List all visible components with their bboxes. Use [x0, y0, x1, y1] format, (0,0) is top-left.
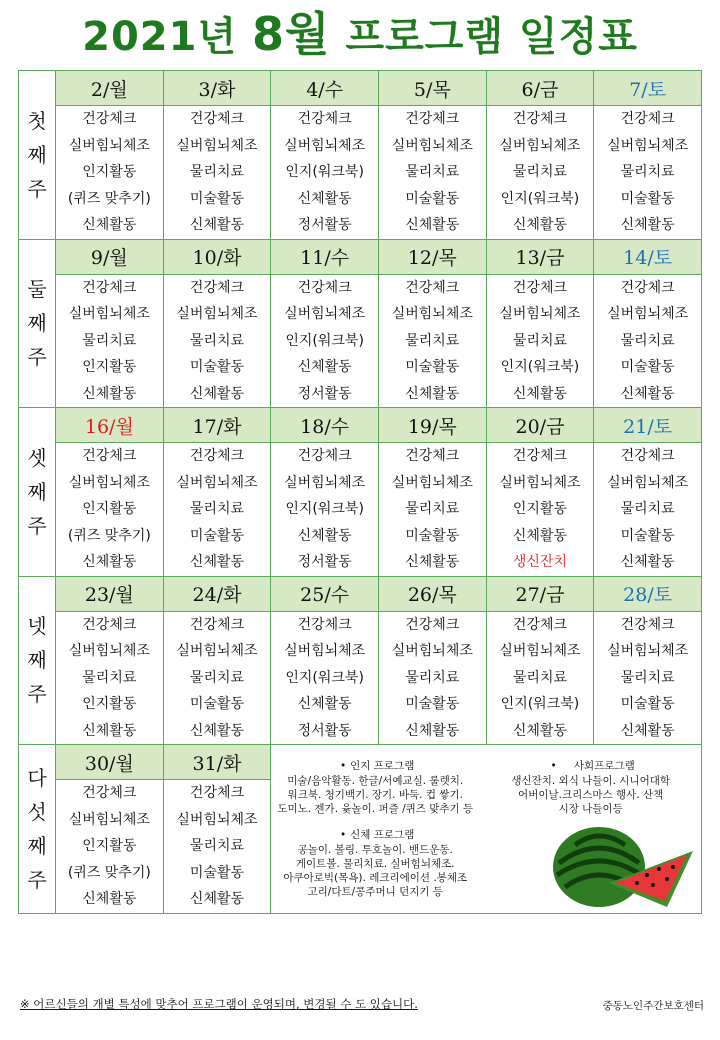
day-date: 10/화	[163, 239, 271, 274]
activity-item: 신체활동	[82, 722, 137, 739]
day-activities	[163, 443, 271, 577]
activity-item: 인지활동	[82, 359, 137, 375]
day-activities	[486, 274, 594, 408]
day-date: 14/토	[594, 239, 702, 274]
day-activities	[378, 443, 486, 577]
cognitive-heading: 인지 프로그램	[350, 760, 415, 772]
activity-item: 실버힘뇌체조	[284, 474, 366, 491]
week-activity-row	[19, 106, 702, 240]
physical-line: 공놀이. 볼링. 투호놀이. 밴드운동.	[297, 844, 453, 856]
activity-item: 건강체크	[512, 448, 567, 464]
week-label-char: 셋	[27, 445, 47, 470]
bullet: •	[550, 760, 557, 772]
center-name: 중동노인주간보호센터	[602, 1000, 704, 1012]
day-activities	[56, 443, 164, 577]
activity-item: 건강체크	[189, 111, 245, 127]
activity-item: 물리치료	[189, 838, 245, 854]
day-activities	[56, 780, 164, 914]
activity-item: 물리치료	[189, 501, 245, 517]
activity-item: 미술활동	[189, 864, 245, 881]
social-line: 어버이날.크리스마스 행사. 산책	[518, 789, 664, 801]
day-activities	[271, 274, 379, 408]
activity-item: 신체활동	[620, 217, 675, 233]
activity-item: 인지활동	[82, 501, 137, 517]
activity-item: 실버힘뇌체조	[68, 811, 150, 828]
day-date: 24/화	[163, 576, 271, 611]
social-line: 생신잔치. 외식 나들이. 시니어대학	[511, 775, 671, 787]
week-header-row	[19, 745, 702, 780]
activity-item: 실버힘뇌체조	[68, 474, 150, 491]
activity-item: 건강체크	[512, 111, 567, 127]
activity-item: 건강체크	[620, 279, 675, 296]
activity-item: 건강체크	[189, 616, 245, 633]
activity-item: 인지(워크북)	[285, 332, 364, 349]
activity-item: 물리치료	[405, 669, 460, 686]
week-label-char: 째	[27, 648, 47, 673]
activity-item: 실버힘뇌체조	[176, 474, 258, 491]
week-label-char: 째	[27, 833, 47, 858]
activity-item: 물리치료	[405, 501, 460, 517]
activity-item: (퀴즈 맞추기)	[67, 190, 151, 207]
activity-item: 건강체크	[512, 616, 567, 633]
activity-item: 건강체크	[82, 616, 137, 633]
activity-item: 신체활동	[82, 217, 137, 233]
day-activities	[163, 611, 271, 745]
day-activities	[486, 106, 594, 240]
activity-item: 인지(워크북)	[500, 696, 580, 712]
activity-item: 신체활동	[297, 359, 352, 375]
activity-item: 신체활동	[189, 722, 245, 739]
activity-item: 신체활동	[189, 554, 245, 570]
activity-item: 생신잔치	[512, 554, 567, 570]
activity-item: 실버힘뇌체조	[176, 643, 258, 659]
week-header-row	[19, 239, 702, 274]
activity-item: 실버힘뇌체조	[68, 137, 150, 154]
week-label-char: 넷	[27, 614, 47, 639]
day-activities	[378, 611, 486, 745]
activity-item: 신체활동	[297, 190, 352, 207]
day-activities	[271, 443, 379, 577]
day-activities	[378, 274, 486, 408]
activity-item: 물리치료	[620, 501, 675, 517]
day-date: 25/수	[271, 576, 379, 611]
activity-item: 인지활동	[82, 696, 137, 712]
activity-item: 건강체크	[82, 111, 137, 127]
activity-item: 건강체크	[512, 279, 567, 296]
activity-item: 실버힘뇌체조	[607, 474, 689, 491]
activity-item: 건강체크	[620, 111, 675, 127]
day-date: 20/금	[486, 408, 594, 443]
social-heading-line	[511, 759, 670, 774]
activity-item: 신체활동	[512, 217, 567, 233]
activity-item: 물리치료	[512, 164, 567, 180]
activity-item: 인지(워크북)	[285, 164, 364, 180]
physical-line: 고리/다트/콩주머니 던지기 등	[307, 886, 443, 898]
activity-item: 신체활동	[82, 891, 137, 907]
day-activities	[594, 106, 702, 240]
activity-item: 미술활동	[189, 359, 245, 375]
activity-item: 실버힘뇌체조	[68, 306, 150, 322]
activity-item: 건강체크	[297, 279, 352, 296]
week-label	[19, 239, 56, 408]
activity-item: 정서활동	[297, 217, 352, 233]
activity-item: 인지(워크북)	[285, 669, 364, 686]
activity-item: 미술활동	[620, 190, 675, 207]
activity-item: 신체활동	[189, 385, 245, 402]
activity-item: 인지활동	[512, 501, 567, 517]
page-title	[0, 8, 720, 63]
activity-item: 신체활동	[189, 217, 245, 233]
activity-item: 미술활동	[405, 359, 460, 375]
footnote: ※ 어르신들의 개별 특성에 맞추어 프로그램이 운영되며, 변경될 수 도 있습니다.	[20, 997, 418, 1011]
day-activities	[594, 274, 702, 408]
day-activities	[271, 611, 379, 745]
day-date: 30/월	[56, 745, 164, 780]
activity-item: 실버힘뇌체조	[391, 474, 473, 491]
bullet: •	[340, 760, 347, 772]
activity-item: 물리치료	[82, 669, 137, 686]
day-date: 28/토	[594, 576, 702, 611]
activity-item: 물리치료	[189, 669, 245, 686]
activity-item: 미술활동	[620, 527, 675, 544]
activity-item: 신체활동	[82, 554, 137, 570]
day-activities	[163, 780, 271, 914]
week-label-char: 주	[27, 176, 47, 201]
activity-item: 정서활동	[297, 722, 352, 739]
activity-item: 미술활동	[405, 190, 460, 207]
schedule-table	[18, 70, 702, 914]
week-label-char: 섯	[27, 799, 47, 824]
activity-item: 물리치료	[512, 332, 567, 349]
activity-item: 미술활동	[620, 359, 675, 375]
week-label-char: 주	[27, 867, 47, 892]
activity-item: 인지활동	[82, 164, 137, 180]
cognitive-heading-line	[277, 759, 473, 774]
activity-item: 건강체크	[82, 448, 137, 464]
activity-item: 정서활동	[297, 554, 352, 570]
activity-item: 미술활동	[405, 696, 460, 712]
activity-item: 실버힘뇌체조	[607, 306, 689, 322]
day-date: 12/목	[378, 239, 486, 274]
activity-item: 신체활동	[405, 385, 460, 402]
activity-item: (퀴즈 맞추기)	[67, 864, 151, 881]
activity-item: 실버힘뇌체조	[176, 306, 258, 322]
day-date: 5/목	[378, 71, 486, 106]
day-date: 7/토	[594, 71, 702, 106]
week-label	[19, 71, 56, 240]
program-notes	[271, 745, 702, 914]
day-date: 2/월	[56, 71, 164, 106]
activity-item: 실버힘뇌체조	[391, 137, 473, 154]
week-label-char: 둘	[27, 277, 47, 302]
week-label-char: 째	[27, 479, 47, 504]
bullet: •	[340, 829, 347, 841]
day-activities	[486, 611, 594, 745]
activity-item: 건강체크	[189, 785, 245, 801]
cognitive-notes	[277, 759, 473, 899]
activity-item: 물리치료	[620, 669, 675, 686]
day-date: 26/목	[378, 576, 486, 611]
activity-item: 신체활동	[512, 722, 567, 739]
social-heading: 사회프로그램	[573, 760, 635, 772]
day-date: 4/수	[271, 71, 379, 106]
activity-item: 신체활동	[620, 554, 675, 570]
week-label-char: 주	[27, 345, 47, 370]
activity-item: 미술활동	[620, 696, 675, 712]
activity-item: 신체활동	[189, 891, 245, 907]
day-date: 13/금	[486, 239, 594, 274]
day-date: 6/금	[486, 71, 594, 106]
activity-item: 건강체크	[405, 279, 460, 296]
activity-item: 건강체크	[189, 279, 245, 296]
activity-item: 실버힘뇌체조	[391, 643, 473, 659]
activity-item: 건강체크	[82, 785, 137, 801]
activity-item: 인지(워크북)	[500, 359, 580, 375]
activity-item: 실버힘뇌체조	[607, 643, 689, 659]
activity-item: 건강체크	[405, 448, 460, 464]
day-date: 31/화	[163, 745, 271, 780]
week-header-row	[19, 408, 702, 443]
day-date: 17/화	[163, 408, 271, 443]
activity-item: 물리치료	[189, 164, 245, 180]
day-date: 11/수	[271, 239, 379, 274]
activity-item: 신체활동	[82, 385, 137, 402]
week-label-char: 첫	[27, 108, 47, 133]
activity-item: 신체활동	[405, 554, 460, 570]
day-activities	[378, 106, 486, 240]
week-label-char: 째	[27, 311, 47, 336]
activity-item: 실버힘뇌체조	[68, 643, 150, 659]
week-label	[19, 745, 56, 914]
day-activities	[56, 106, 164, 240]
activity-item: 실버힘뇌체조	[499, 643, 581, 659]
day-activities	[594, 611, 702, 745]
social-line: 시장 나들이등	[558, 803, 623, 815]
activity-item: 실버힘뇌체조	[284, 306, 366, 322]
week-header-row	[19, 576, 702, 611]
title-month: 8월	[252, 7, 331, 61]
physical-line: 아쿠아로빅(목욕). 레크리에이션 .봉체조	[283, 872, 468, 884]
title-year: 2021년	[82, 14, 238, 60]
day-date: 27/금	[486, 576, 594, 611]
activity-item: 건강체크	[405, 111, 460, 127]
activity-item: 신체활동	[405, 217, 460, 233]
day-date: 3/화	[163, 71, 271, 106]
activity-item: 실버힘뇌체조	[499, 306, 581, 322]
activity-item: 신체활동	[405, 722, 460, 739]
activity-item: 물리치료	[405, 164, 460, 180]
day-activities	[486, 443, 594, 577]
activity-item: 신체활동	[620, 722, 675, 739]
physical-line: 게이트볼. 물리치료. 실버힘뇌체조.	[295, 858, 455, 870]
day-activities	[594, 443, 702, 577]
day-activities	[163, 106, 271, 240]
activity-item: 인지활동	[82, 838, 137, 854]
week-label	[19, 408, 56, 577]
day-date: 19/목	[378, 408, 486, 443]
day-date: 9/월	[56, 239, 164, 274]
physical-heading: 신체 프로그램	[350, 829, 415, 841]
activity-item: 실버힘뇌체조	[176, 137, 258, 154]
social-notes	[511, 759, 670, 816]
cognitive-line: 미술/음악활동. 한글/서예교실. 룰렛치.	[287, 775, 464, 787]
activity-item: (퀴즈 맞추기)	[67, 527, 151, 544]
activity-item: 실버힘뇌체조	[391, 306, 473, 322]
day-date: 18/수	[271, 408, 379, 443]
activity-item: 신체활동	[512, 527, 567, 544]
day-activities	[271, 106, 379, 240]
day-date: 21/토	[594, 408, 702, 443]
activity-item: 건강체크	[297, 448, 352, 464]
activity-item: 정서활동	[297, 385, 352, 402]
activity-item: 물리치료	[620, 164, 675, 180]
activity-item: 물리치료	[189, 332, 245, 349]
activity-item: 물리치료	[405, 332, 460, 349]
activity-item: 실버힘뇌체조	[499, 137, 581, 154]
activity-item: 인지(워크북)	[285, 501, 364, 517]
day-date: 23/월	[56, 576, 164, 611]
activity-item: 건강체크	[620, 448, 675, 464]
activity-item: 신체활동	[512, 385, 567, 402]
activity-item: 실버힘뇌체조	[607, 137, 689, 154]
activity-item: 물리치료	[82, 332, 137, 349]
physical-heading-line	[277, 828, 473, 843]
activity-item: 미술활동	[405, 527, 460, 544]
activity-item: 신체활동	[297, 527, 352, 544]
activity-item: 건강체크	[620, 616, 675, 633]
activity-item: 신체활동	[620, 385, 675, 402]
week-label-char: 다	[27, 765, 47, 790]
week-activity-row	[19, 443, 702, 577]
activity-item: 실버힘뇌체조	[284, 643, 366, 659]
activity-item: 인지(워크북)	[500, 190, 580, 207]
week-activity-row	[19, 611, 702, 745]
watermelon-icon	[547, 823, 697, 909]
week-label-char: 주	[27, 513, 47, 538]
activity-item: 실버힘뇌체조	[499, 474, 581, 491]
cognitive-line: 도미노. 젠가. 윷놀이. 퍼즐 /퀴즈 맞추기 등	[277, 803, 474, 815]
day-activities	[163, 274, 271, 408]
week-label-char: 째	[27, 142, 47, 167]
activity-item: 물리치료	[620, 332, 675, 349]
activity-item: 건강체크	[297, 616, 352, 633]
activity-item: 건강체크	[189, 448, 245, 464]
day-activities	[56, 274, 164, 408]
title-rest: 프로그램 일정표	[345, 14, 638, 60]
week-header-row	[19, 71, 702, 106]
activity-item: 건강체크	[405, 616, 460, 633]
activity-item: 신체활동	[297, 696, 352, 712]
activity-item: 물리치료	[512, 669, 567, 686]
activity-item: 건강체크	[297, 111, 352, 127]
week-label	[19, 576, 56, 745]
activity-item: 실버힘뇌체조	[284, 137, 366, 154]
activity-item: 미술활동	[189, 190, 245, 207]
cognitive-line: 워크북. 청기백기. 장기. 바둑. 컵 쌓기.	[287, 789, 463, 801]
week-activity-row	[19, 274, 702, 408]
day-activities	[56, 611, 164, 745]
activity-item: 미술활동	[189, 696, 245, 712]
activity-item: 미술활동	[189, 527, 245, 544]
day-date: 16/월	[56, 408, 164, 443]
activity-item: 건강체크	[82, 279, 137, 296]
week-label-char: 주	[27, 682, 47, 707]
activity-item: 실버힘뇌체조	[176, 811, 258, 828]
